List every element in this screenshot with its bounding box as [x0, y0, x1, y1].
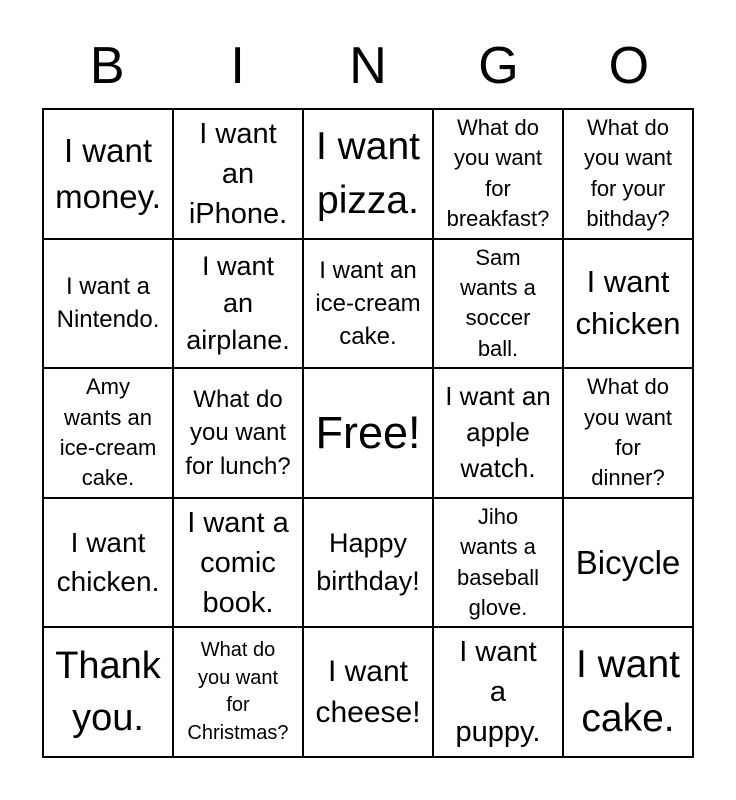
cell-line: pizza. — [317, 178, 419, 222]
cell-line: you. — [72, 697, 144, 740]
cell-line: cake. — [339, 322, 397, 350]
cell-line: I want an — [319, 256, 417, 284]
cell-line: chicken. — [56, 565, 160, 597]
bingo-cell-text — [576, 540, 681, 586]
cell-line: comic — [200, 546, 276, 579]
bingo-cell-free[interactable] — [304, 369, 432, 497]
bingo-title-letter: B — [89, 37, 125, 95]
cell-line: you want — [189, 419, 287, 447]
cell-line: wants a — [460, 534, 536, 560]
cell-line: I want — [575, 643, 681, 687]
cell-line: money. — [55, 177, 161, 215]
bingo-cell-text — [445, 379, 551, 487]
bingo-cell[interactable] — [434, 369, 562, 497]
bingo-cell-text — [575, 261, 680, 347]
bingo-cell[interactable] — [434, 628, 562, 756]
bingo-title-letter: G — [478, 37, 519, 95]
cell-line: baseball — [457, 564, 539, 590]
cell-line: a — [489, 676, 507, 709]
bingo-cell-text — [456, 632, 541, 752]
cell-line: an — [222, 287, 254, 318]
cell-line: Bicycle — [575, 543, 681, 581]
cell-line: dinner? — [591, 465, 665, 491]
bingo-cell-text — [55, 640, 161, 745]
cell-line: I want — [63, 132, 153, 170]
bingo-cell-text — [457, 502, 539, 623]
bingo-cell-text — [447, 113, 550, 234]
cell-line: you want — [453, 145, 543, 171]
cell-line: airplane. — [186, 325, 290, 356]
cell-line: ice-cream — [315, 289, 421, 317]
bingo-cell[interactable] — [304, 499, 432, 627]
bingo-cell[interactable] — [174, 240, 302, 368]
cell-line: What do — [587, 115, 669, 141]
cell-line: I want — [315, 124, 421, 168]
bingo-cell-text — [57, 524, 160, 601]
cell-line: I want a — [187, 506, 289, 539]
bingo-cell[interactable] — [304, 240, 432, 368]
cell-line: Nintendo. — [56, 306, 160, 334]
bingo-cell-text — [315, 402, 420, 464]
bingo-cell-text — [315, 651, 420, 734]
cell-line: ball. — [477, 335, 519, 361]
bingo-cell-text — [57, 270, 160, 336]
bingo-cell-text — [460, 243, 536, 364]
bingo-title-letter: I — [230, 37, 245, 95]
cell-line: cake. — [581, 697, 675, 741]
cell-line: I want an — [445, 381, 551, 412]
bingo-cell[interactable] — [564, 240, 692, 368]
cell-line: What do — [457, 115, 539, 141]
cell-line: soccer — [465, 305, 531, 331]
bingo-cell[interactable] — [44, 369, 172, 497]
cell-line: breakfast? — [446, 206, 550, 232]
cell-line: I want — [327, 654, 409, 688]
bingo-cell-text — [187, 503, 289, 623]
bingo-cell[interactable] — [304, 628, 432, 756]
bingo-cell[interactable] — [44, 499, 172, 627]
bingo-cell-text — [187, 637, 288, 747]
cell-line: wants a — [460, 275, 536, 301]
cell-line: I want — [201, 250, 275, 281]
bingo-cell[interactable] — [434, 240, 562, 368]
bingo-cell[interactable] — [174, 499, 302, 627]
cell-line: for lunch? — [185, 452, 291, 480]
cell-line: an — [221, 157, 255, 190]
cell-line: Amy — [85, 374, 130, 400]
bingo-cell-text — [316, 525, 420, 600]
bingo-cell-text — [189, 114, 287, 234]
cell-line: ice-cream — [59, 434, 157, 460]
cell-line: puppy. — [455, 716, 541, 749]
bingo-title-letter: N — [349, 37, 387, 95]
bingo-grid — [42, 108, 694, 758]
bingo-cell-text — [584, 372, 672, 493]
cell-line: for your — [590, 175, 666, 201]
bingo-cell-text — [55, 128, 161, 219]
bingo-cell-text — [576, 638, 680, 746]
cell-line: you want — [197, 666, 279, 689]
cell-line: I want a — [65, 273, 151, 301]
cell-line: I want — [459, 636, 537, 669]
bingo-cell[interactable] — [304, 110, 432, 238]
bingo-cell[interactable] — [564, 628, 692, 756]
bingo-cell-text — [315, 254, 420, 353]
cell-line: you want — [583, 404, 673, 430]
cell-line: you want — [583, 145, 673, 171]
cell-line: glove. — [468, 594, 528, 620]
cell-line: cake. — [81, 465, 135, 491]
cell-line: What do — [587, 374, 669, 400]
bingo-cell[interactable] — [564, 110, 692, 238]
bingo-cell[interactable] — [44, 628, 172, 756]
cell-line: I want — [586, 263, 670, 299]
cell-line: bithday? — [586, 206, 670, 232]
cell-line: I want — [70, 526, 146, 558]
bingo-cell[interactable] — [564, 369, 692, 497]
cell-line: cheese! — [315, 696, 421, 730]
cell-line: wants an — [63, 404, 153, 430]
bingo-cell[interactable] — [564, 499, 692, 627]
cell-line: for — [226, 694, 250, 717]
cell-line: Christmas? — [187, 721, 289, 744]
bingo-cell-text — [185, 383, 290, 482]
cell-line: What do — [200, 639, 276, 661]
cell-line: I want — [199, 117, 277, 150]
cell-line: chicken — [575, 306, 681, 342]
bingo-cell[interactable] — [174, 369, 302, 497]
cell-line: for — [485, 175, 511, 201]
cell-line: Free! — [315, 406, 421, 458]
cell-line: Happy — [328, 528, 408, 559]
cell-line: Jiho — [477, 503, 519, 529]
bingo-cell-text — [186, 248, 290, 360]
bingo-cell[interactable] — [174, 628, 302, 756]
bingo-cell-text — [60, 372, 157, 493]
cell-line: iPhone. — [188, 197, 288, 230]
bingo-title — [42, 34, 694, 98]
bingo-cell[interactable] — [434, 499, 562, 627]
cell-line: book. — [202, 586, 274, 619]
bingo-cell[interactable] — [174, 110, 302, 238]
bingo-cell-text — [584, 113, 672, 234]
cell-line: watch. — [460, 452, 536, 483]
cell-line: Thank — [55, 644, 161, 687]
bingo-cell-text — [316, 120, 420, 228]
cell-line: Sam — [475, 244, 521, 270]
bingo-cell[interactable] — [44, 110, 172, 238]
cell-line: birthday! — [316, 565, 420, 596]
bingo-cell[interactable] — [434, 110, 562, 238]
cell-line: for — [615, 434, 641, 460]
cell-line: apple — [466, 417, 530, 448]
bingo-title-letter: O — [608, 37, 650, 95]
cell-line: What do — [193, 386, 283, 414]
bingo-cell[interactable] — [44, 240, 172, 368]
